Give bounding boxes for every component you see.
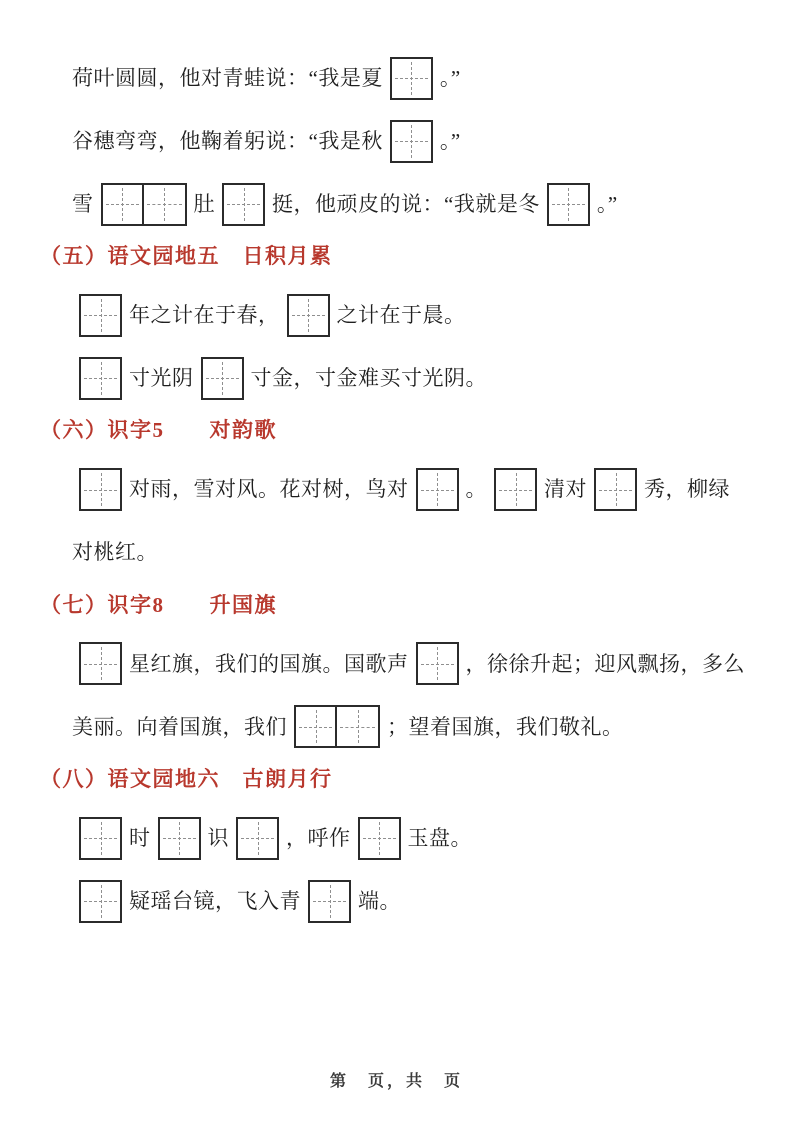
tian-grid-cell: [390, 57, 433, 100]
section-heading: （八）语文园地六 古朗月行: [40, 766, 333, 791]
answer-box: [390, 57, 433, 100]
tian-grid-cell: [594, 468, 637, 511]
answer-box: [158, 817, 201, 860]
worksheet-line: [72, 466, 759, 514]
line-text: 清对: [544, 477, 587, 502]
answer-box: [101, 183, 187, 226]
worksheet-line: [72, 814, 759, 862]
line-text: 。”: [439, 65, 461, 90]
tian-grid-cell: [287, 294, 330, 337]
line-text: 寸金，寸金难买寸光阴。: [250, 366, 487, 391]
line-text: 疑瑶台镜，飞入青: [129, 889, 301, 914]
page-footer: 第 页，共 页: [329, 1073, 463, 1090]
worksheet-line: [72, 877, 759, 925]
worksheet-line: [72, 54, 759, 102]
worksheet-line: [72, 354, 759, 402]
tian-grid-cell: [337, 705, 380, 748]
line-text: 识: [207, 826, 229, 851]
answer-box: [79, 817, 122, 860]
tian-grid-cell: [294, 705, 337, 748]
answer-box: [594, 468, 637, 511]
answer-box: [79, 468, 122, 511]
answer-box: [416, 642, 459, 685]
tian-grid-cell: [79, 642, 122, 685]
answer-box: [390, 120, 433, 163]
tian-grid-cell: [79, 880, 122, 923]
line-text: 玉盘。: [407, 826, 472, 851]
line-text: 挺，他顽皮的说：“我就是冬: [272, 191, 540, 216]
answer-box: [201, 357, 244, 400]
line-text: ，徐徐升起；迎风飘扬，多么: [465, 651, 745, 676]
tian-grid-cell: [236, 817, 279, 860]
line-text: 。”: [596, 191, 618, 216]
section-heading: （五）语文园地五 日积月累: [40, 244, 333, 268]
tian-grid-cell: [390, 120, 433, 163]
section-heading: （七）识字8 升国旗: [40, 592, 277, 617]
worksheet-line: [72, 703, 759, 751]
tian-grid-cell: [101, 183, 144, 226]
answer-box: [416, 468, 459, 511]
line-text: 星红旗，我们的国旗。国歌声: [129, 651, 409, 676]
answer-box: [358, 817, 401, 860]
tian-grid-cell: [79, 817, 122, 860]
tian-grid-cell: [79, 294, 122, 337]
line-text: 对雨，雪对风。花对树，鸟对: [129, 477, 409, 502]
answer-box: [547, 183, 590, 226]
tian-grid-cell: [222, 183, 265, 226]
tian-grid-cell: [416, 642, 459, 685]
line-text: ，呼作: [286, 826, 351, 851]
tian-grid-cell: [308, 880, 351, 923]
line-text: 美丽。向着国旗，我们: [72, 714, 287, 739]
tian-grid-cell: [144, 183, 187, 226]
answer-box: [79, 642, 122, 685]
line-text: 对桃红。: [72, 540, 158, 565]
answer-box: [308, 880, 351, 923]
line-text: 时: [129, 826, 151, 851]
tian-grid-cell: [416, 468, 459, 511]
answer-box: [222, 183, 265, 226]
line-text: 。: [465, 477, 487, 502]
line-text: 。”: [439, 128, 461, 153]
worksheet-line: [72, 640, 759, 688]
line-text: ；望着国旗，我们敬礼。: [387, 714, 624, 739]
tian-grid-cell: [547, 183, 590, 226]
answer-box: [294, 705, 380, 748]
line-text: 寸光阴: [129, 366, 194, 391]
line-text: 雪: [72, 191, 94, 216]
line-text: 之计在于晨。: [336, 303, 466, 328]
worksheet-line: [72, 529, 759, 577]
worksheet-line: [72, 117, 759, 165]
line-text: 端。: [358, 889, 401, 914]
line-text: 秀，柳绿: [644, 477, 730, 502]
tian-grid-cell: [358, 817, 401, 860]
answer-box: [79, 880, 122, 923]
tian-grid-cell: [158, 817, 201, 860]
tian-grid-cell: [494, 468, 537, 511]
section-heading: （六）识字5 对韵歌: [40, 418, 277, 443]
tian-grid-cell: [201, 357, 244, 400]
tian-grid-cell: [79, 357, 122, 400]
line-text: 荷叶圆圆，他对青蛙说：“我是夏: [72, 65, 383, 90]
line-text: 年之计在于春，: [129, 303, 280, 328]
worksheet-line: [72, 291, 759, 339]
answer-box: [494, 468, 537, 511]
worksheet-body: [40, 54, 759, 940]
answer-box: [236, 817, 279, 860]
line-text: 肚: [193, 191, 215, 216]
answer-box: [79, 357, 122, 400]
line-text: 谷穗弯弯，他鞠着躬说：“我是秋: [72, 128, 383, 153]
worksheet-line: [72, 180, 759, 228]
tian-grid-cell: [79, 468, 122, 511]
answer-box: [287, 294, 330, 337]
answer-box: [79, 294, 122, 337]
